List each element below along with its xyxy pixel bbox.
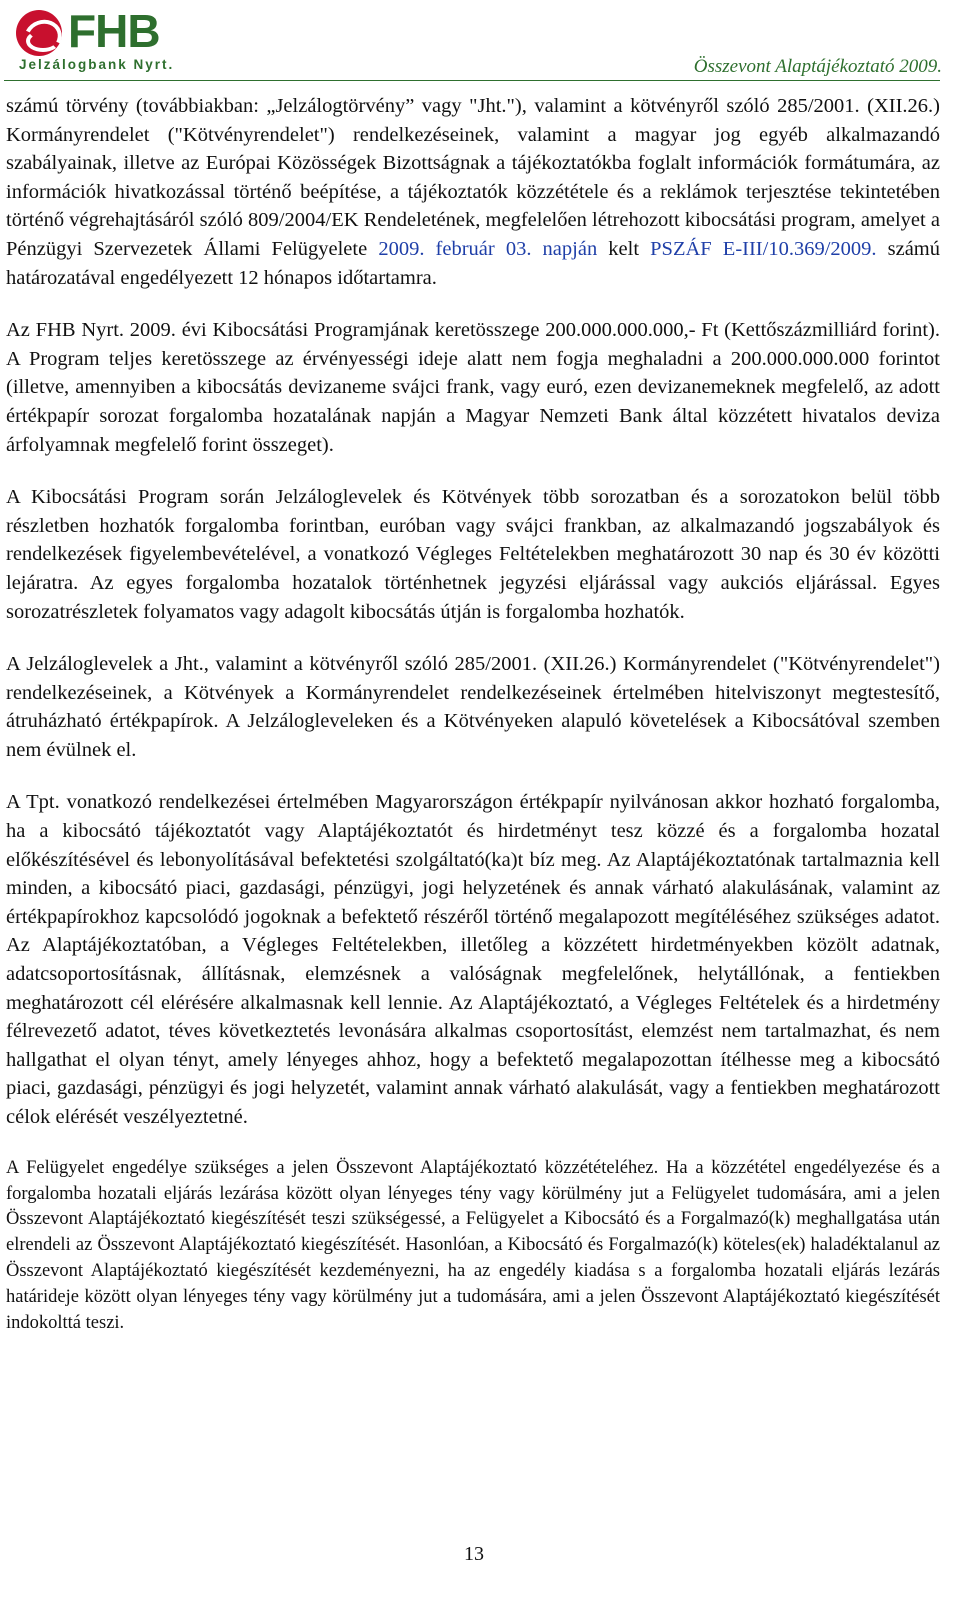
paragraph-text: kelt xyxy=(597,237,651,260)
page-header xyxy=(0,0,960,84)
document-title: Összevont Alaptájékoztató 2009. xyxy=(693,56,942,77)
resolution-number-link[interactable]: PSZÁF E-III/10.369/2009. xyxy=(650,237,877,260)
header-divider xyxy=(4,80,940,81)
authorization-date-link[interactable]: 2009. február 03. napján xyxy=(378,237,598,260)
logo-wordmark: FHB xyxy=(68,5,160,57)
paragraph-issuance-series: A Kibocsátási Program során Jelzáloglevelek és Kötvények több sorozatban és a sorozatokon belül több részletben hozhatók forgalomba forintban, euróban vagy svájci frankban, az alkalmazandó jogszabályok és rendelkezések figyelembevételével, a vonatkozó Végleges Feltételekben meghatározott 30 nap és 30 év közötti lejáratra. Az egyes forgalomba hozatalok történhetnek jegyzési eljárással vagy aukciós eljárással. Egyes sorozatrészletek folyamatos vagy adagolt kibocsátás útján is forgalomba hozhatók. xyxy=(6,486,940,623)
paragraph-supervisory-approval: A Felügyelet engedélye szükséges a jelen Összevont Alaptájékoztató közzétételéhez. Ha a közzététel engedélyezése és a forgalomba hozatali eljárás lezárása között olyan lényeges tény vagy körülmény jut a Felügyelet tudomására, ami a jelen Összevont Alaptájékoztató kiegészítését teszi szükségessé, a Felügyelet a Kibocsátó és a Forgalmazó(k) meghallgatása után elrendeli az Összevont Alaptájékoztató kiegészítését. Hasonlóan, a Kibocsátó és Forgalmazó(k) köteles(ek) haladéktalanul az Összevont Alaptájékoztató kiegészítését kezdeményezni, ha az engedély kiadása s a forgalomba hozatali eljárás lezárás határideje között olyan lényeges tény vagy körülmény jut a tudomására, ami a jelen Összevont Alaptájékoztató kiegészítését indokolttá teszi. xyxy=(6,1157,940,1334)
paragraph-text: számú határozatával engedélyezett 12 hónapos időtartamra. xyxy=(6,237,940,289)
page-number: 13 xyxy=(464,1543,484,1565)
fhb-logo xyxy=(16,5,184,72)
paragraph-text: számú törvény (továbbiakban: „Jelzálogtörvény” vagy "Jht."), valamint a kötvényről szóló 285/2001. (XII.26.) Kormányrendelet ("Kötvényrendelet") rendelkezéseinek, valamint a magyar jog egyéb alkalmazandó szabályainak, illetve az Európai Közösségek Bizottságnak a tájékoztatókba foglalt információk formátumára, az információk hivatkozással történő beépítése, a tájékoztatók közzététele és a reklámok terjesztése tekintetében történő végrehajtásáról szóló 809/2004/EK Rendeletének, megfelelően létrehozott kibocsátási program, amelyet a Pénzügyi Szervezetek Állami Felügyelete xyxy=(6,95,940,260)
paragraph-disclosure-requirements: A Tpt. vonatkozó rendelkezései értelmében Magyarországon értékpapír nyilvánosan akkor hozható forgalomba, ha a kibocsátó tájékoztatót vagy Alaptájékoztatót és hirdetményt tesz közzé és a forgalomba hozatal előkészítésével és lebonyolításával befektetési szolgáltató(ka)t bíz meg. Az Alaptájékoztatónak tartalmaznia kell minden, a kibocsátó piaci, gazdasági, pénzügyi, jogi helyzetének és annak várható alakulásának, valamint az értékpapírokhoz kapcsolódó jogoknak a befektető részéről történő megalapozott megítéléséhez szükséges adatot. Az Alaptájékoztatóban, a Végleges Feltételekben, illetőleg a közzétett hirdetményekben közölt adatnak, adatcsoportosításnak, állításnak, elemzésnek a valóságnak megfelelőnek, helytállónak, a fentiekben meghatározott cél elérésére alkalmasnak kell lennie. Az Alaptájékoztató, a Végleges Feltételek és a hirdetmény félrevezető adatot, téves következtetés levonására alkalmas csoportosítást, elemzést nem tartalmazhat, és nem hallgathat el olyan tényt, amely lényeges ahhoz, hogy a befektető megalapozottan ítélhesse meg a kibocsátó piaci, gazdasági, pénzügyi és jogi helyzetét, valamint annak várható alakulását, vagy a fentiekben meghatározott célok elérését veszélyeztetné. xyxy=(6,791,940,1128)
paragraph-securities-nature: A Jelzáloglevelek a Jht., valamint a kötvényről szóló 285/2001. (XII.26.) Kormányrendelet ("Kötvényrendelet") rendelkezéseinek, a Kötvények a Kormányrendelet rendelkezéseinek értelmében hitelviszonyt megtestesítő, átruházható értékpapírok. A Jelzálogleveleken és a Kötvényeken alapuló követelések a Kibocsátóval szemben nem évülnek el. xyxy=(6,653,940,761)
fhb-logo-icon xyxy=(16,10,62,56)
page-body xyxy=(6,92,940,1337)
paragraph-program-authorization xyxy=(6,92,940,292)
paragraph-program-amount: Az FHB Nyrt. 2009. évi Kibocsátási Programjának keretösszege 200.000.000.000,- Ft (Kettőszázmilliárd forint). A Program teljes keretösszege az érvényességi ideje alatt nem fogja meghaladni a 200.000.000.000 forintot (illetve, amennyiben a kibocsátás devizaneme svájci frank, vagy euró, ezen devizanemeknek megfelelő, az adott értékpapír sorozat forgalomba hozatalának napján a Magyar Nemzeti Bank által közzétett hivatalos deviza árfolyamnak megfelelő forint összeget). xyxy=(6,319,940,456)
logo-subtitle: Jelzálogbank Nyrt. xyxy=(19,57,175,72)
